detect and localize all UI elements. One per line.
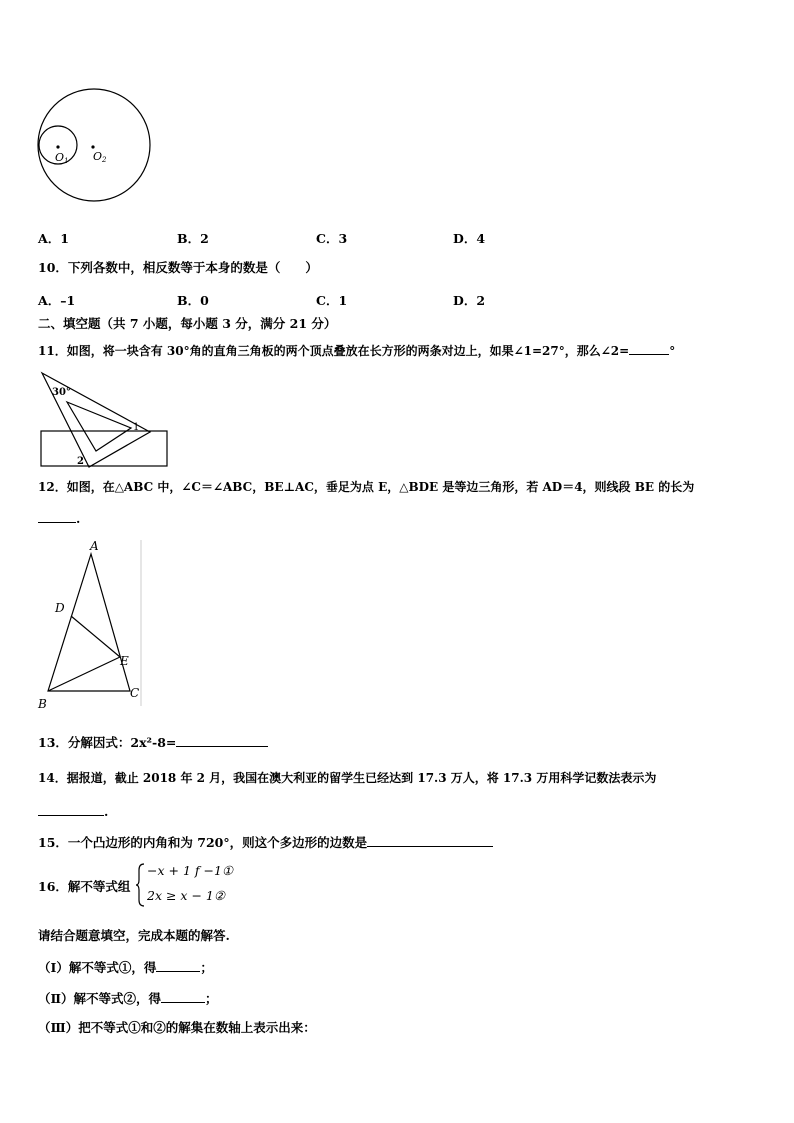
q15-question [38,834,493,851]
q11-text: 11．如图，将一块含有 30°角的直角三角板的两个顶点叠放在长方形的两条对边上，如果∠1=27°，那么∠2= [38,344,630,358]
q16-step-1-blank[interactable] [156,959,200,972]
q14-answer-blank[interactable] [38,803,104,816]
q16-step-1 [38,959,213,976]
q10-option-b: B．0 [177,293,209,308]
q13-question [38,734,268,751]
angle-1-label: 1 [133,422,140,433]
q12-triangle-figure [34,536,146,714]
q16-inequality-2: 2x ≥ x − 1② [147,888,226,903]
vertex-e: E [120,654,129,668]
q9-option-b: B．2 [177,231,209,246]
label-o2: O2 [93,150,107,164]
q15-answer-blank[interactable] [367,834,493,847]
section-heading: 二、填空题（共 7 小题，每小题 3 分，满分 21 分） [38,316,337,331]
q10-option-d: D．2 [453,293,486,308]
q14-question: 14．据报道，截止 2018 年 2 月，我国在澳大利亚的留学生已经达到 17.3 万人，将 17.3 万用科学记数法表示为 [38,771,657,785]
q14-period: . [104,804,109,819]
q10-question: 10．下列各数中，相反数等于本身的数是（ ） [38,260,318,275]
q9-circles-figure [30,88,160,208]
q9-option-d: D．4 [453,231,486,246]
q15-text: 15．一个凸边形的内角和为 720°，则这个多边形的边数是 [38,835,368,850]
vertex-d: D [55,601,65,615]
q16-question: 16．解不等式组 [38,879,131,894]
q12-answer-blank[interactable] [38,510,76,523]
q16-step-2 [38,990,218,1007]
q16-step-1-text: （Ⅰ）解不等式①，得 [38,960,157,975]
q11-question [38,342,675,359]
center-o1-dot [56,145,59,148]
q12-question: 12．如图，在△ABC 中，∠C＝∠ABC，BE⊥AC，垂足为点 E，△BDE 是等边三角形，若 AD＝4，则线段 BE 的长为 [38,480,695,494]
q16-instruction: 请结合题意填空，完成本题的解答. [38,928,230,943]
segment-de [71,616,120,657]
q16-step-1-end: ； [200,960,213,975]
q9-option-a: A．1 [38,231,69,246]
rectangle [41,431,167,466]
center-o2-dot [91,145,94,148]
q16-step-2-end: ； [205,991,218,1006]
angle-2-label: 2 [77,456,84,467]
q16-inequality-1: −x + 1 f −1① [147,863,234,878]
segment-be [48,657,120,691]
q9-option-c: C．3 [316,231,348,246]
label-o1: O1 [55,151,69,165]
q16-step-2-blank[interactable] [161,990,205,1003]
q11-triangle-figure [38,368,170,470]
vertex-b: B [38,697,47,711]
q16-step-3: （Ⅲ）把不等式①和②的解集在数轴上表示出来： [38,1020,316,1035]
q14-answer-line [38,803,108,820]
q10-option-a: A．–1 [38,293,76,308]
q10-option-c: C．1 [316,293,348,308]
q11-degree: ° [669,344,676,358]
vertex-c: C [130,686,140,700]
angle-30-label: 30° [52,387,71,398]
q12-answer-line [38,510,80,527]
inner-triangle [67,402,131,451]
q12-period: . [76,511,81,526]
q16-step-2-text: （Ⅱ）解不等式②，得 [38,991,162,1006]
vertex-a: A [90,539,99,553]
triangle-abc [48,554,130,691]
q16-brace-icon [136,862,146,908]
q13-text: 13．分解因式：2x²-8= [38,735,177,750]
large-circle [38,89,150,201]
q13-answer-blank[interactable] [176,734,268,747]
q11-answer-blank[interactable] [629,342,669,355]
